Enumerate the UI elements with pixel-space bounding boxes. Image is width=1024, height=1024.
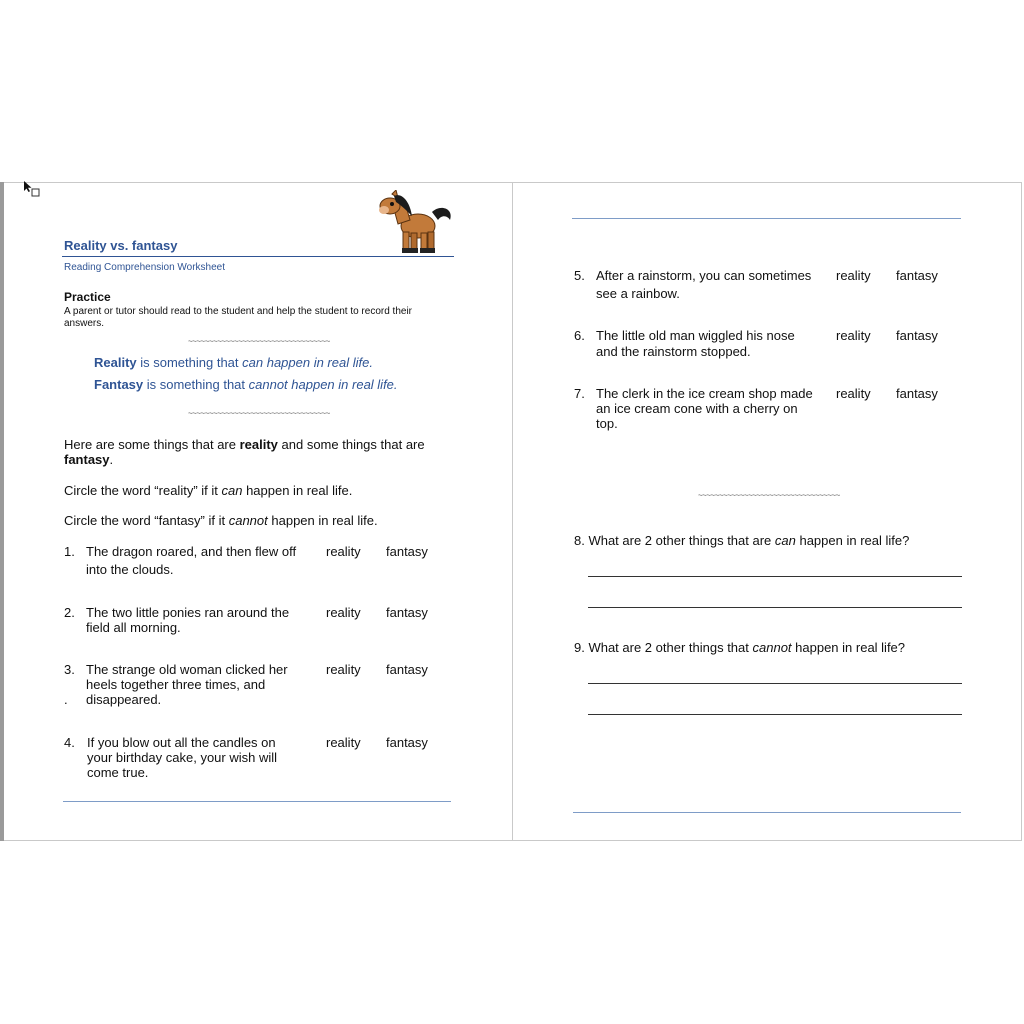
worksheet-title: Reality vs. fantasy (64, 238, 178, 253)
q8-emphasis: can (774, 533, 796, 548)
question-9 (574, 640, 905, 655)
title-rule (62, 256, 454, 257)
reality-option[interactable]: reality (836, 268, 871, 283)
question-number: 3. (64, 662, 75, 677)
circle2-emphasis: cannot (228, 513, 268, 528)
reality-definition-text: is something that (136, 355, 243, 370)
reality-definition-emphasis: can happen in real life. (242, 355, 373, 370)
fantasy-definition-emphasis: cannot happen in real life. (248, 377, 398, 392)
reality-option[interactable]: reality (326, 735, 361, 750)
question-line: The strange old woman clicked her (86, 662, 288, 677)
wavy-divider: ~~~~~~~~~~~~~~~~~~~~~~~~~~~~~~~~~~ (698, 491, 840, 500)
pony-icon (378, 190, 454, 256)
fantasy-option[interactable]: fantasy (386, 544, 428, 559)
fantasy-definition (94, 377, 398, 392)
worksheet-subtitle: Reading Comprehension Worksheet (64, 262, 226, 273)
question-number: 4. (64, 735, 75, 750)
reality-option[interactable]: reality (836, 386, 871, 401)
question-line: heels together three times, and (86, 677, 266, 692)
intro-text (64, 437, 454, 467)
question-line: see a rainbow. (596, 286, 680, 301)
question-line: and the rainstorm stopped. (596, 344, 751, 359)
fantasy-definition-text: is something that (143, 377, 249, 392)
mouse-pointer-icon (23, 180, 43, 200)
fantasy-term: Fantasy (94, 377, 144, 392)
fantasy-option[interactable]: fantasy (386, 605, 428, 620)
question-line: The two little ponies ran around the (86, 605, 290, 620)
wavy-divider: ~~~~~~~~~~~~~~~~~~~~~~~~~~~~~~~~~~ (188, 409, 330, 418)
intro-period: . (109, 452, 114, 467)
question-line: The dragon roared, and then flew off (86, 544, 297, 559)
circle2-part-a: Circle the word “fantasy” if it (64, 513, 229, 528)
stray-dot: . (64, 692, 68, 707)
question-number: 1. (64, 544, 75, 559)
intro-fantasy: fantasy (64, 452, 110, 467)
reality-definition (94, 355, 373, 370)
question-line: into the clouds. (86, 562, 174, 577)
question-line: The clerk in the ice cream shop made (596, 386, 813, 401)
practice-heading: Practice (64, 290, 111, 304)
page-edge-shadow (0, 182, 4, 841)
q9-part-b: happen in real life? (791, 640, 906, 655)
reality-option[interactable]: reality (326, 662, 361, 677)
circle-reality-instruction (64, 483, 352, 498)
question-line: The little old man wiggled his nose (596, 328, 795, 343)
answer-line[interactable] (588, 576, 962, 577)
wavy-divider: ~~~~~~~~~~~~~~~~~~~~~~~~~~~~~~~~~~ (188, 337, 330, 346)
fantasy-option[interactable]: fantasy (386, 662, 428, 677)
fantasy-option[interactable]: fantasy (386, 735, 428, 750)
intro-part-a: Here are some things that are (64, 437, 240, 452)
left-footer-rule (63, 801, 451, 802)
intro-part-c: and some things that are (277, 437, 425, 452)
question-line: come true. (87, 765, 149, 780)
question-line: After a rainstorm, you can sometimes (596, 268, 812, 283)
question-number: 2. (64, 605, 75, 620)
circle-fantasy-instruction (64, 513, 378, 528)
question-number: 6. (574, 328, 585, 343)
reality-term: Reality (94, 355, 137, 370)
answer-line[interactable] (588, 714, 962, 715)
circle1-emphasis: can (221, 483, 243, 498)
page-divider (512, 182, 513, 841)
intro-reality: reality (239, 437, 278, 452)
question-number: 7. (574, 386, 585, 401)
question-line: an ice cream cone with a cherry on (596, 401, 798, 416)
circle1-part-b: happen in real life. (242, 483, 353, 498)
q9-emphasis: cannot (752, 640, 792, 655)
question-8 (574, 533, 909, 548)
reality-option[interactable]: reality (326, 544, 361, 559)
right-footer-rule (573, 812, 961, 813)
right-header-rule (572, 218, 961, 219)
practice-instructions: A parent or tutor should read to the student and help the student to record their answers. (64, 306, 413, 329)
q9-part-a: 9. What are 2 other things that (574, 640, 753, 655)
question-line: field all morning. (86, 620, 181, 635)
question-line: disappeared. (86, 692, 162, 707)
answer-line[interactable] (588, 683, 962, 684)
fantasy-option[interactable]: fantasy (896, 328, 938, 343)
question-line: top. (596, 416, 618, 431)
answer-line[interactable] (588, 607, 962, 608)
circle2-part-b: happen in real life. (267, 513, 378, 528)
reality-option[interactable]: reality (326, 605, 361, 620)
circle1-part-a: Circle the word “reality” if it (64, 483, 222, 498)
question-line: your birthday cake, your wish will (87, 750, 278, 765)
question-number: 5. (574, 268, 585, 283)
fantasy-option[interactable]: fantasy (896, 386, 938, 401)
q8-part-b: happen in real life? (795, 533, 910, 548)
q8-part-a: 8. What are 2 other things that are (574, 533, 775, 548)
fantasy-option[interactable]: fantasy (896, 268, 938, 283)
reality-option[interactable]: reality (836, 328, 871, 343)
question-line: If you blow out all the candles on (87, 735, 276, 750)
